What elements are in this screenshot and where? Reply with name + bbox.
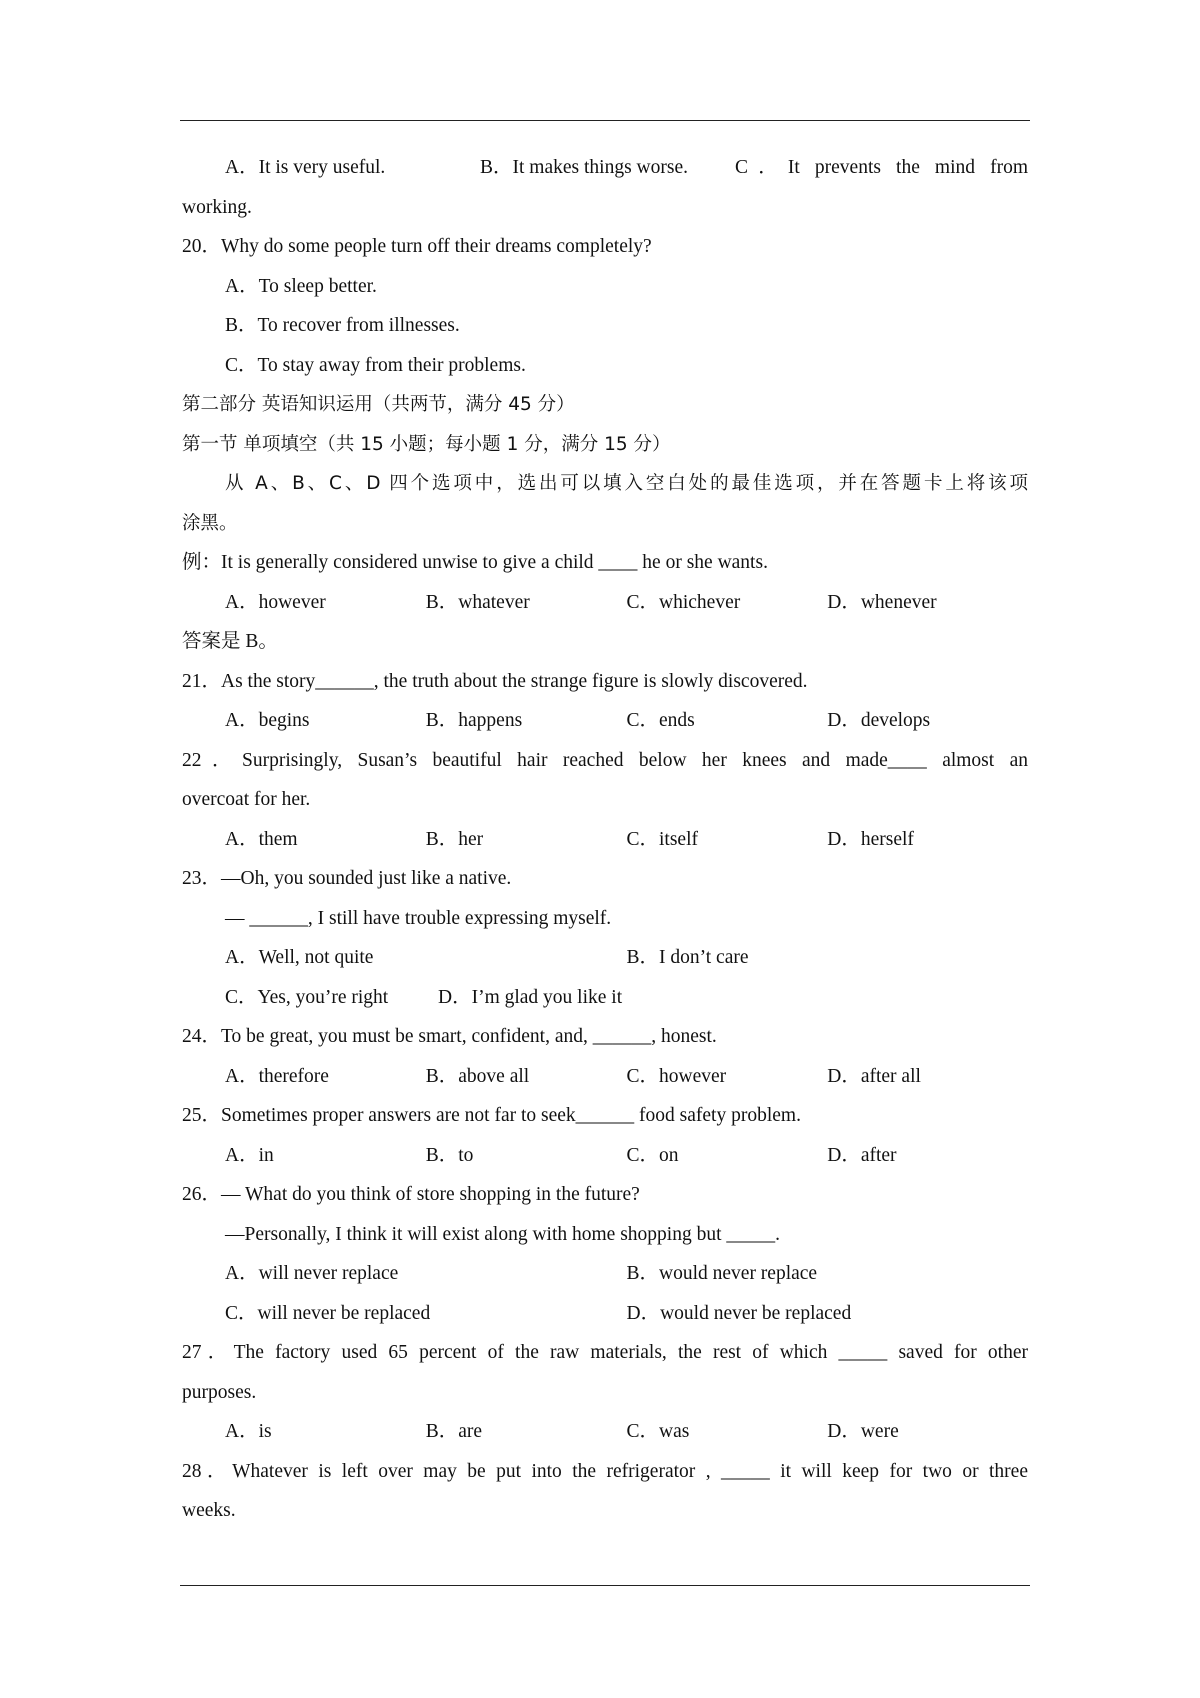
q24-option-d: D．after all (827, 1065, 921, 1087)
q23-options-row1 (182, 938, 1028, 978)
section1-title: 第一节 单项填空（共 15 小题；每小题 1 分，满分 15 分） (182, 433, 671, 455)
q27-option-a: A．is (225, 1421, 272, 1442)
q23-stem: 23．—Oh, you sounded just like a native. (182, 868, 512, 889)
q25-options (182, 1136, 1028, 1176)
instructions-line-2: 涂黑。 (182, 512, 238, 534)
q22-option-c: C．itself (626, 828, 698, 850)
q22-options (182, 820, 1028, 860)
q23-option-a: A．Well, not quite (225, 947, 374, 968)
q26-option-a: A．will never replace (225, 1263, 399, 1284)
q27-option-c: C．was (626, 1421, 690, 1442)
q25-stem: 25．Sometimes proper answers are not far to seek______ food safety problem. (182, 1105, 801, 1126)
q26-stem-reply: —Personally, I think it will exist along with home shopping but _____. (225, 1223, 780, 1245)
q19-options (182, 148, 1028, 188)
q23-options-row2 (182, 978, 1028, 1018)
part2-title: 第二部分 英语知识运用（共两节，满分 45 分） (182, 394, 575, 415)
q26-option-c: C．will never be replaced (225, 1302, 431, 1324)
q27-option-b: B．are (425, 1421, 483, 1442)
example-option-d: D．whenever (827, 591, 937, 613)
q28-stem-continued: weeks. (182, 1500, 236, 1521)
example-options (182, 583, 1028, 623)
example-option-b: B．whatever (425, 591, 530, 613)
q25-option-d: D．after (827, 1144, 897, 1166)
q24-options (182, 1057, 1028, 1097)
instructions-line-1: 从 A、B、C、D 四个选项中，选出可以填入空白处的最佳选项，并在答题卡上将该项 (225, 473, 1028, 494)
q22-stem: 22．Surprisingly, Susan’s beautiful hair reached below her knees and made____ almost an (182, 749, 1028, 771)
q20-option-a: A．To sleep better. (225, 275, 377, 297)
q21-option-b: B．happens (425, 710, 523, 731)
exam-page-body (182, 148, 1028, 1531)
q26-option-b: B．would never replace (626, 1263, 818, 1284)
q21-stem: 21．As the story______, the truth about the strange figure is slowly discovered. (182, 670, 808, 692)
q19-option-b: B．It makes things worse. (480, 157, 688, 178)
header-rule (180, 120, 1030, 121)
q26-options-row2 (182, 1294, 1028, 1334)
q23-option-b: B．I don’t care (626, 947, 749, 968)
q24-option-a: A．therefore (225, 1065, 329, 1087)
q24-stem: 24．To be great, you must be smart, confident, and, ______, honest. (182, 1026, 717, 1047)
footer-rule (180, 1585, 1030, 1586)
q26-option-d: D．would never be replaced (626, 1302, 852, 1324)
q26-stem: 26．— What do you think of store shopping in the future? (182, 1184, 640, 1205)
example-stem: 例：It is generally considered unwise to give a child ____ he or she wants. (182, 552, 768, 573)
q26-options-row1 (182, 1254, 1028, 1294)
q23-option-d: D．I’m glad you like it (438, 986, 623, 1008)
q27-stem-continued: purposes. (182, 1381, 257, 1403)
q23-option-c: C．Yes, you’re right (225, 986, 389, 1008)
q22-stem-continued: overcoat for her. (182, 789, 311, 810)
q27-option-d: D．were (827, 1421, 899, 1442)
q23-stem-reply: — ______, I still have trouble expressing myself. (225, 907, 612, 929)
q25-option-c: C．on (626, 1144, 679, 1166)
example-option-a: A．however (225, 591, 326, 613)
q19-option-c-continued: working. (182, 196, 252, 218)
q28-stem: 28．Whatever is left over may be put into the refrigerator , _____ it will keep for two or three (182, 1460, 1028, 1482)
q27-options (182, 1412, 1028, 1452)
q19-option-a: A．It is very useful. (225, 157, 386, 178)
example-answer: 答案是 B。 (182, 631, 278, 652)
q20-option-c: C．To stay away from their problems. (225, 354, 526, 376)
example-option-c: C．whichever (626, 591, 741, 613)
q24-option-c: C．however (626, 1065, 727, 1087)
q22-option-d: D．herself (827, 828, 914, 850)
q21-options (182, 701, 1028, 741)
q27-stem: 27．The factory used 65 percent of the raw materials, the rest of which _____ saved for other (182, 1342, 1028, 1363)
q20-stem: 20．Why do some people turn off their dreams completely? (182, 236, 652, 257)
q20-option-b: B．To recover from illnesses. (225, 315, 460, 336)
q22-option-a: A．them (225, 828, 298, 850)
q21-option-d: D．develops (827, 710, 931, 731)
q21-option-c: C．ends (626, 710, 695, 731)
q22-option-b: B．her (425, 828, 484, 850)
q19-option-c: C．It prevents the mind from (735, 157, 1028, 178)
q24-option-b: B．above all (425, 1065, 530, 1087)
q21-option-a: A．begins (225, 710, 310, 731)
q25-option-b: B．to (425, 1144, 474, 1166)
q25-option-a: A．in (225, 1144, 274, 1166)
